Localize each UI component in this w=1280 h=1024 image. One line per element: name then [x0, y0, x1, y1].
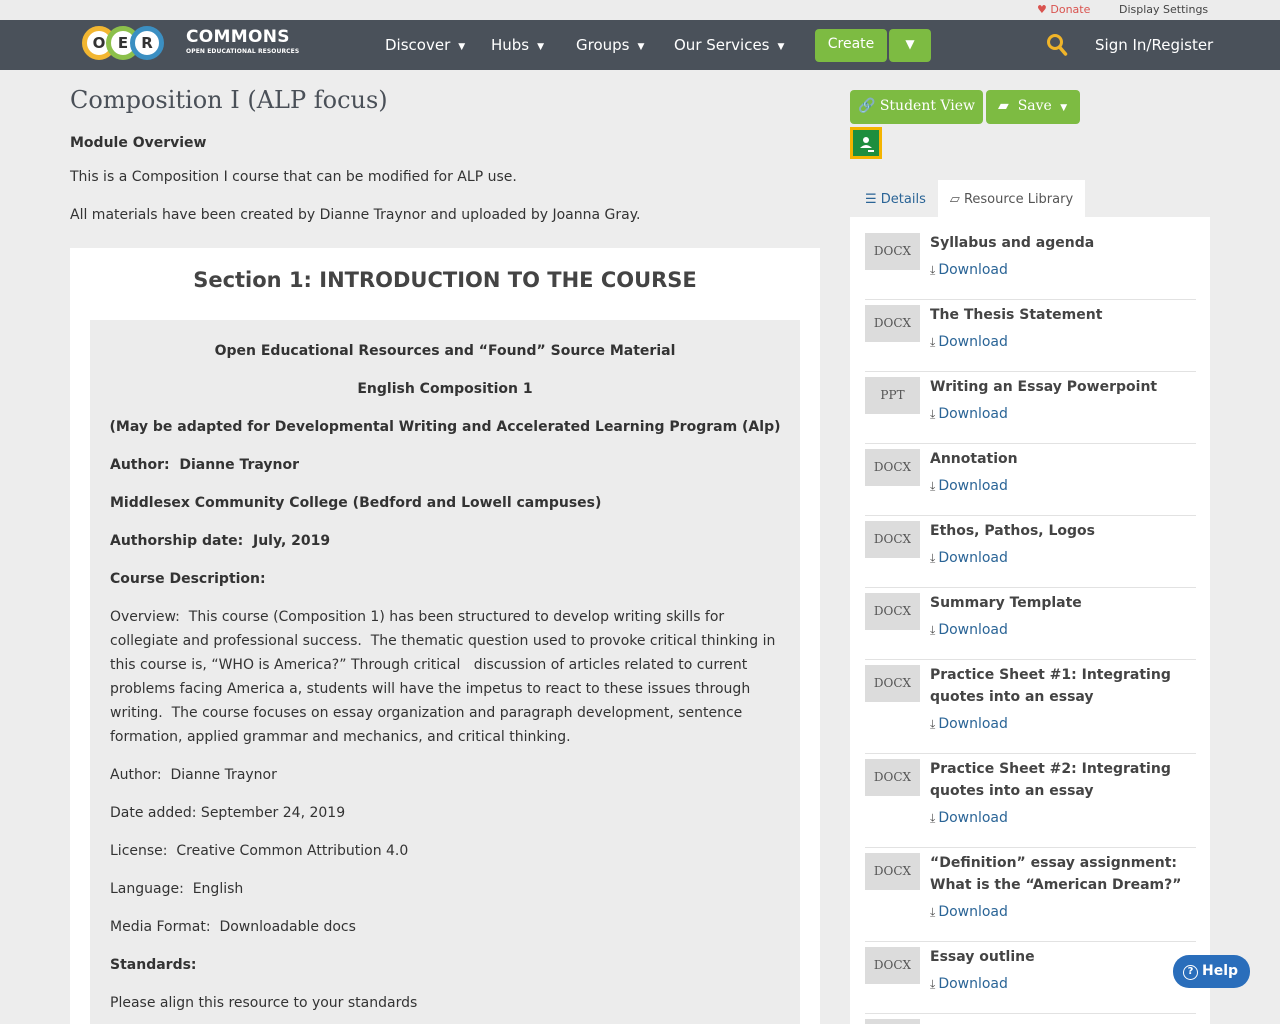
- nav-discover-label: Discover: [385, 36, 451, 54]
- resource-item: [865, 305, 1196, 372]
- language-line: Language: English: [110, 881, 244, 897]
- align-standards-line: Please align this resource to your standards: [110, 995, 418, 1011]
- authorship-date-line: Authorship date: July, 2019: [110, 533, 331, 549]
- download-icon: ⤓: [930, 977, 936, 991]
- chevron-down-icon: ▼: [777, 42, 785, 52]
- download-icon: ⤓: [930, 551, 936, 565]
- file-type-badge: DOCX: [865, 233, 920, 270]
- nav-discover[interactable]: [385, 36, 465, 54]
- author-line: Author: Dianne Traynor: [110, 767, 277, 783]
- resource-title[interactable]: Practice Sheet #2: Integrating quotes into an essay: [930, 761, 1171, 799]
- resource-item: [865, 233, 1196, 300]
- question-circle-icon: ?: [1183, 965, 1198, 980]
- file-type-badge: DOCX: [865, 521, 920, 558]
- download-link[interactable]: [930, 976, 1008, 992]
- tab-details[interactable]: [865, 192, 926, 207]
- resource-title[interactable]: Essay outline: [930, 949, 1035, 965]
- standards-heading: Standards:: [110, 957, 197, 973]
- resource-item: [865, 449, 1196, 516]
- chevron-down-icon: ▼: [637, 42, 645, 52]
- section-content-box: [90, 320, 800, 1024]
- download-icon: ⤓: [930, 717, 936, 731]
- download-label: Download: [938, 334, 1008, 350]
- resource-item: [865, 853, 1196, 942]
- download-icon: ⤓: [930, 479, 936, 493]
- google-classroom-icon[interactable]: [850, 127, 882, 159]
- download-label: Download: [938, 622, 1008, 638]
- section-heading-2: English Composition 1: [357, 381, 533, 397]
- section-title: Section 1: INTRODUCTION TO THE COURSE: [193, 268, 697, 292]
- download-link[interactable]: [930, 550, 1008, 566]
- file-type-badge: DOCX: [865, 665, 920, 702]
- download-link[interactable]: [930, 622, 1008, 638]
- module-overview-heading: Module Overview: [70, 135, 207, 151]
- logo-letter-r: R: [130, 26, 164, 60]
- download-link[interactable]: [930, 810, 1008, 826]
- nav-hubs-label: Hubs: [491, 36, 530, 54]
- file-type-badge: DOCX: [865, 593, 920, 630]
- tab-resource-library[interactable]: [938, 180, 1085, 218]
- search-icon[interactable]: [1046, 33, 1068, 57]
- create-dropdown-button[interactable]: [889, 29, 931, 62]
- student-view-button[interactable]: [850, 90, 983, 124]
- resource-title[interactable]: Syllabus and agenda: [930, 235, 1095, 251]
- download-label: Download: [938, 262, 1008, 278]
- download-link[interactable]: [930, 716, 1008, 732]
- download-link[interactable]: [930, 262, 1008, 278]
- course-overview-paragraph: Overview: This course (Composition 1) has been structured to develop writing skills for collegiate and professional success. The thematic question used to provoke critical thinking in this course is, “WHO is America?” Through critical discussion of articles related to current problems facing America a, students will have the impetus to react to these issues through writing. The course focuses on essay organization and paragraph development, sentence formation, applied grammar and mechanics, and critical thinking.: [110, 609, 776, 745]
- heart-icon: ♥: [1037, 3, 1047, 16]
- resource-title[interactable]: Annotation: [930, 451, 1018, 467]
- download-link[interactable]: [930, 478, 1008, 494]
- resource-item: [865, 947, 1196, 1014]
- course-description-heading: Course Description:: [110, 571, 266, 587]
- donate-link[interactable]: [1037, 3, 1090, 16]
- download-label: Download: [938, 478, 1008, 494]
- overview-paragraph-2: All materials have been created by Dianne Traynor and uploaded by Joanna Gray.: [70, 207, 641, 223]
- download-link[interactable]: [930, 406, 1008, 422]
- download-icon: ⤓: [930, 623, 936, 637]
- donate-label: Donate: [1050, 3, 1091, 16]
- section-heading-1: Open Educational Resources and “Found” Source Material: [214, 343, 676, 359]
- download-label: Download: [938, 810, 1008, 826]
- save-button[interactable]: [986, 90, 1080, 124]
- file-type-badge: DOCX: [865, 449, 920, 486]
- nav-our-services[interactable]: [674, 36, 784, 54]
- download-link[interactable]: [930, 904, 1008, 920]
- help-button[interactable]: [1173, 955, 1250, 988]
- create-button[interactable]: Create: [815, 29, 887, 62]
- section-heading-3: (May be adapted for Developmental Writing and Accelerated Learning Program (Alp): [109, 419, 781, 435]
- save-label: Save: [1017, 98, 1052, 114]
- logo-subtitle: OPEN EDUCATIONAL RESOURCES: [186, 48, 300, 55]
- license-line: License: Creative Common Attribution 4.0: [110, 843, 409, 859]
- caret-down-icon: ▼: [1060, 103, 1068, 113]
- download-link[interactable]: [930, 334, 1008, 350]
- overview-paragraph-1: This is a Composition I course that can be modified for ALP use.: [70, 169, 517, 185]
- download-icon: ⤓: [930, 335, 936, 349]
- nav-groups[interactable]: [576, 36, 644, 54]
- tab-library-label: Resource Library: [963, 192, 1074, 207]
- download-icon: ⤓: [930, 905, 936, 919]
- sign-in-register-link[interactable]: Sign In/Register: [1095, 36, 1214, 54]
- list-icon: ☰: [865, 192, 877, 207]
- tab-details-label: Details: [880, 192, 926, 207]
- resource-title[interactable]: “Definition” essay assignment: What is the “American Dream?”: [930, 855, 1182, 893]
- download-label: Download: [938, 716, 1008, 732]
- resource-title[interactable]: Summary Template: [930, 595, 1082, 611]
- chevron-down-icon: ▼: [537, 42, 545, 52]
- college-line: Middlesex Community College (Bedford and Lowell campuses): [110, 495, 602, 511]
- oer-commons-logo[interactable]: [82, 26, 300, 60]
- file-type-badge-partial: [865, 1019, 920, 1024]
- main-navbar: [0, 20, 1280, 70]
- logo-letter-o: O: [82, 26, 116, 60]
- file-type-badge: DOCX: [865, 947, 920, 984]
- file-type-badge: DOCX: [865, 305, 920, 342]
- logo-wordmark: COMMONS: [186, 27, 290, 47]
- resource-item: [865, 665, 1196, 754]
- download-label: Download: [938, 976, 1008, 992]
- student-view-label: Student View: [879, 98, 976, 114]
- logo-letter-e: E: [106, 26, 140, 60]
- media-format-line: Media Format: Downloadable docs: [110, 919, 356, 935]
- file-type-badge: DOCX: [865, 759, 920, 796]
- resource-title[interactable]: The Thesis Statement: [930, 307, 1103, 323]
- download-label: Download: [938, 904, 1008, 920]
- resource-item: [865, 593, 1196, 660]
- resource-item: [865, 521, 1196, 588]
- utility-bar: [0, 0, 1280, 20]
- date-added-line: Date added: September 24, 2019: [110, 805, 346, 821]
- resource-title[interactable]: Writing an Essay Powerpoint: [930, 379, 1158, 395]
- section-card: [70, 248, 820, 1024]
- chevron-down-icon: ▼: [905, 37, 915, 51]
- help-label: Help: [1202, 963, 1239, 979]
- resource-item: [865, 377, 1196, 444]
- folder-open-icon: ▰: [998, 98, 1009, 114]
- display-settings-link[interactable]: Display Settings: [1119, 3, 1209, 16]
- nav-groups-label: Groups: [576, 36, 630, 54]
- page-title: Composition I (ALP focus): [70, 86, 388, 114]
- author-bold-line: Author: Dianne Traynor: [110, 457, 300, 473]
- book-icon: ▱: [949, 192, 960, 207]
- resource-title[interactable]: Practice Sheet #1: Integrating quotes into an essay: [930, 667, 1171, 705]
- file-type-badge: PPT: [865, 377, 920, 414]
- classroom-person-icon: [853, 130, 879, 156]
- nav-our-services-label: Our Services: [674, 36, 770, 54]
- download-icon: ⤓: [930, 811, 936, 825]
- resource-item: [865, 759, 1196, 848]
- nav-hubs[interactable]: [491, 36, 544, 54]
- download-label: Download: [938, 406, 1008, 422]
- file-type-badge: DOCX: [865, 853, 920, 890]
- download-icon: ⤓: [930, 263, 936, 277]
- chevron-down-icon: ▼: [458, 42, 466, 52]
- download-label: Download: [938, 550, 1008, 566]
- link-icon: 🔗: [857, 98, 876, 114]
- resource-title[interactable]: Ethos, Pathos, Logos: [930, 523, 1096, 539]
- download-icon: ⤓: [930, 407, 936, 421]
